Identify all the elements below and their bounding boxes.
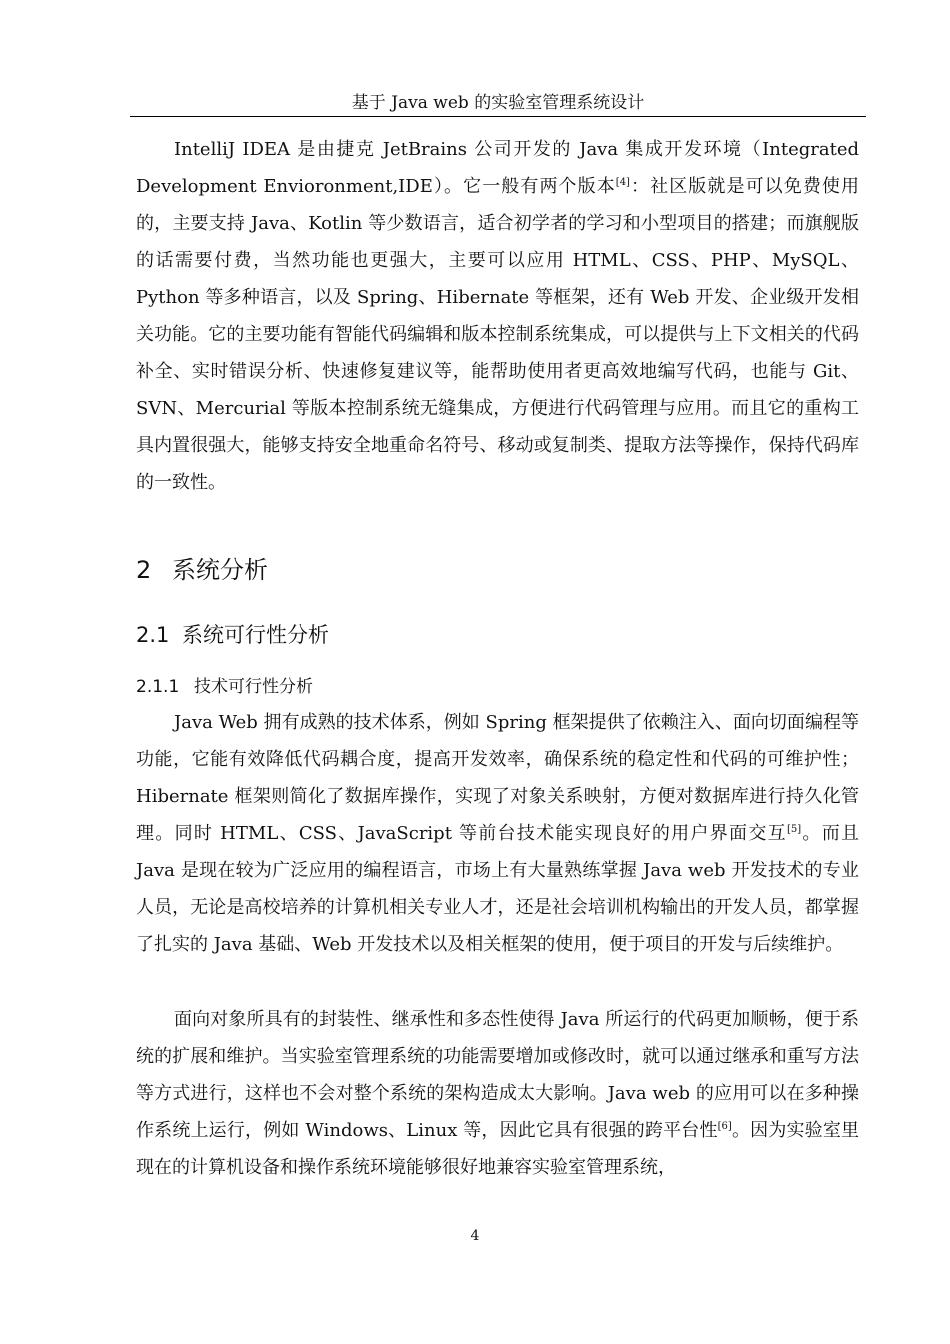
paragraph-text: Java Web 拥有成熟的技术体系，例如 Spring 框架提供了依赖注入、面向切面编程等功能，它能有效降低代码耦合度，提高开发效率，确保系统的稳定性和代码的可维护性；Hibernate 框架则简化了数据库操作，实现了对象关系映射，方便对数据库进行持久化管理。同时 HTML、CSS、JavaScript 等前台技术能实现良好的用户界面交互 <box>136 712 859 844</box>
subsection-heading <box>136 674 313 700</box>
subsection-title: 技术可行性分析 <box>194 677 313 697</box>
chapter-heading <box>136 553 268 587</box>
citation-ref: [6] <box>717 1121 732 1132</box>
running-title: 基于 Java web 的实验室管理系统设计 <box>351 93 645 113</box>
paragraph-text: IntelliJ IDEA 是由捷克 JetBrains 公司开发的 Java 集成开发环境（Integrated Development Envioronment,IDE）。它一般有两个版本 <box>136 139 859 197</box>
citation-ref: [5] <box>786 824 802 835</box>
section-number: 2.1 <box>136 623 170 647</box>
running-header <box>130 90 866 117</box>
paragraph-object-oriented <box>136 1001 859 1186</box>
section-title: 系统可行性分析 <box>182 623 329 647</box>
chapter-number: 2 <box>136 556 152 584</box>
citation-ref: [4] <box>615 177 630 188</box>
page-number: 4 <box>470 1228 480 1244</box>
subsection-number: 2.1.1 <box>136 677 180 697</box>
paragraph-text: ：社区版就是可以免费使用的，主要支持 Java、Kotlin 等少数语言，适合初学者的学习和小型项目的搭建；而旗舰版的话需要付费，当然功能也更强大，主要可以应用 HTML、CSS、PHP、MySQL、Python 等多种语言，以及 Spring、Hibernate 等框架，还有 Web 开发、企业级开发相关功能。它的主要功能有智能代码编辑和版本控制系统集成，可以提供与上下文相关的代码补全、实时错误分析、快速修复建议等，能帮助使用者更高效地编写代码，也能与 Git、SVN、Mercurial 等版本控制系统无缝集成，方便进行代码管理与应用。而且它的重构工具内置很强大，能够支持安全地重命名符号、移动或复制类、提取方法等操作，保持代码库的一致性。 <box>136 176 859 493</box>
chapter-title: 系统分析 <box>172 556 268 584</box>
paragraph-text: 面向对象所具有的封装性、继承性和多态性使得 Java 所运行的代码更加顺畅，便于系统的扩展和维护。当实验室管理系统的功能需要增加或修改时，就可以通过继承和重写方法等方式进行，这样也不会对整个系统的架构造成太大影响。Java web 的应用可以在多种操作系统上运行，例如 Windows、Linux 等，因此它具有很强的跨平台性 <box>136 1009 859 1141</box>
paragraph-text: 。因为实验室里现在的计算机设备和操作系统环境能够很好地兼容实验室管理系统， <box>136 1120 860 1178</box>
paragraph-intellij <box>136 131 859 501</box>
paragraph-tech-maturity <box>136 704 859 963</box>
section-heading <box>136 620 329 650</box>
paragraph-text: 。而且 Java 是现在较为广泛应用的编程语言，市场上有大量熟练掌握 Java web 开发技术的专业人员，无论是高校培养的计算机相关专业人才，还是社会培训机构输出的开发人员，都掌握了扎实的 Java 基础、Web 开发技术以及相关框架的使用，便于项目的开发与后续维护。 <box>136 823 860 955</box>
